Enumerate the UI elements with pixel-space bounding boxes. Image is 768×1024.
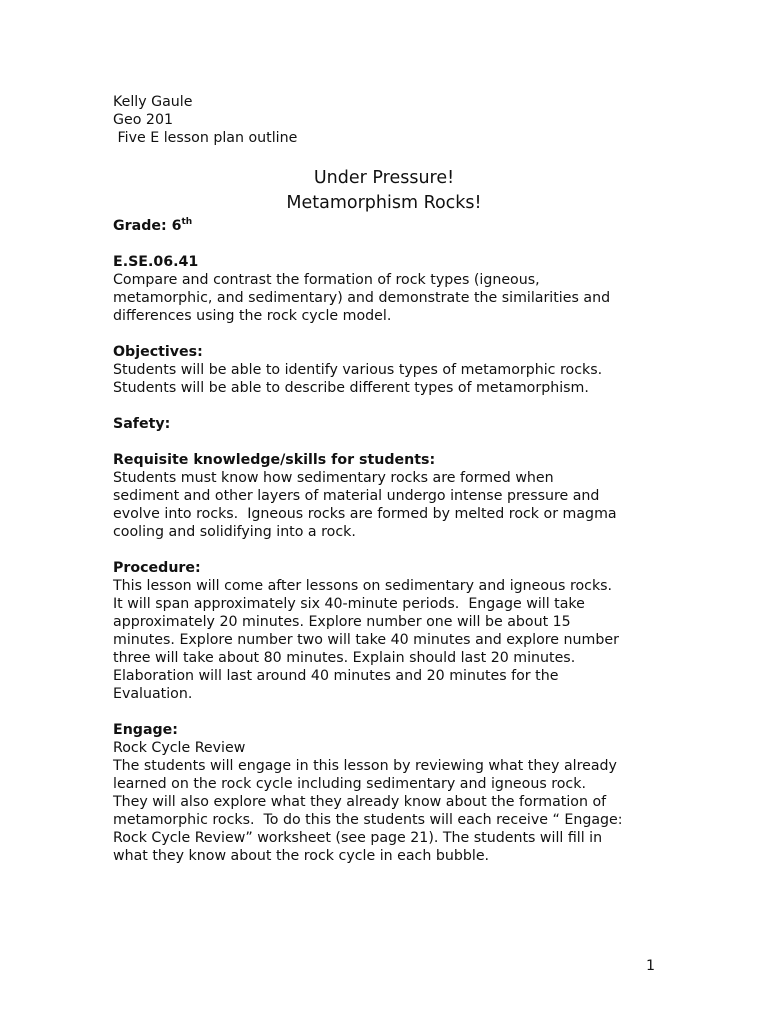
requisite-heading: Requisite knowledge/skills for students: (113, 452, 436, 468)
objectives-heading: Objectives: (113, 344, 203, 360)
engage-subheading: Rock Cycle Review (113, 740, 246, 756)
engage-section (113, 721, 673, 865)
safety-heading: Safety: (113, 416, 171, 432)
title-block (113, 166, 673, 216)
standard-code: E.SE.06.41 (113, 254, 199, 270)
requisite-line: evolve into rocks. Igneous rocks are formed by melted rock or magma (113, 506, 617, 522)
engage-line: Rock Cycle Review” worksheet (see page 21). The students will fill in (113, 830, 603, 846)
objectives-section (113, 343, 673, 397)
grade-suffix: th (181, 217, 193, 227)
page-number: 1 (646, 958, 656, 974)
course-code: Geo 201 (113, 112, 173, 128)
engage-line: learned on the rock cycle including sedimentary and igneous rock. (113, 776, 586, 792)
page-subtitle: Metamorphism Rocks! (286, 193, 482, 213)
procedure-section (113, 559, 673, 703)
procedure-line: It will span approximately six 40-minute periods. Engage will take (113, 596, 585, 612)
requisite-line: Students must know how sedimentary rocks are formed when (113, 470, 554, 486)
grade-section (113, 217, 673, 235)
standard-line: differences using the rock cycle model. (113, 308, 392, 324)
standard-section (113, 253, 673, 325)
engage-heading: Engage: (113, 722, 178, 738)
document-type: Five E lesson plan outline (113, 130, 298, 146)
engage-line: what they know about the rock cycle in each bubble. (113, 848, 490, 864)
requisite-line: sediment and other layers of material undergo intense pressure and (113, 488, 600, 504)
grade-label (113, 217, 673, 235)
safety-section (113, 415, 673, 433)
grade-text: Grade: 6 (113, 218, 182, 234)
procedure-line: Elaboration will last around 40 minutes and 20 minutes for the (113, 668, 559, 684)
header-block (113, 93, 673, 147)
author-name: Kelly Gaule (113, 94, 193, 110)
page-title: Under Pressure! (313, 168, 455, 188)
document-page (113, 93, 673, 865)
procedure-line: three will take about 80 minutes. Explain should last 20 minutes. (113, 650, 576, 666)
standard-line: metamorphic, and sedimentary) and demonstrate the similarities and (113, 290, 611, 306)
objective-line: Students will be able to identify various types of metamorphic rocks. (113, 362, 603, 378)
objective-line: Students will be able to describe different types of metamorphism. (113, 380, 589, 396)
engage-line: They will also explore what they already know about the formation of (113, 794, 607, 810)
requisite-line: cooling and solidifying into a rock. (113, 524, 356, 540)
standard-line: Compare and contrast the formation of rock types (igneous, (113, 272, 540, 288)
procedure-line: approximately 20 minutes. Explore number one will be about 15 (113, 614, 571, 630)
procedure-heading: Procedure: (113, 560, 201, 576)
procedure-line: This lesson will come after lessons on sedimentary and igneous rocks. (113, 578, 613, 594)
procedure-line: minutes. Explore number two will take 40 minutes and explore number (113, 632, 619, 648)
engage-line: metamorphic rocks. To do this the students will each receive “ Engage: (113, 812, 623, 828)
procedure-line: Evaluation. (113, 686, 193, 702)
requisite-section (113, 451, 673, 541)
engage-line: The students will engage in this lesson by reviewing what they already (113, 758, 617, 774)
